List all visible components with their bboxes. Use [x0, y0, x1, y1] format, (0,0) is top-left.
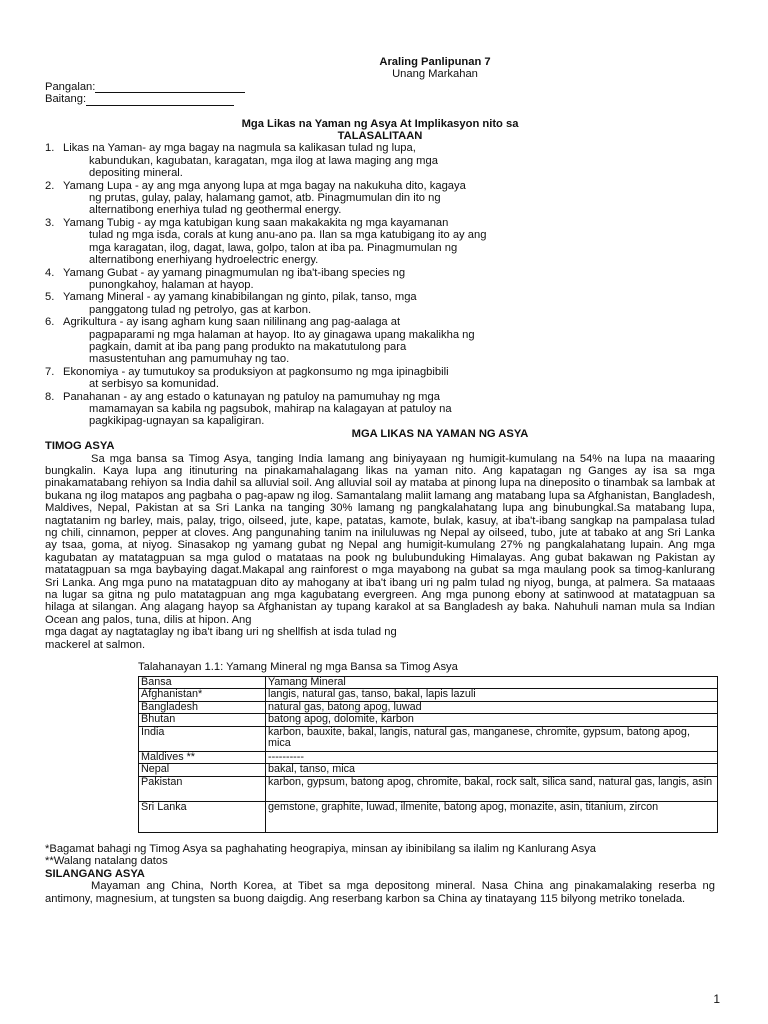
- table-row: [139, 726, 718, 751]
- item-definition: Agrikultura - ay isang agham kung saan nililinang ang pag-aalaga at: [63, 316, 401, 329]
- table-row: [139, 777, 718, 802]
- minerals-cell: gemstone, graphite, luwad, ilmenite, batong apog, monazite, asin, titanium, zircon: [266, 802, 718, 833]
- item-number: 5.: [45, 291, 55, 304]
- vocabulary-list: [45, 142, 715, 427]
- item-number: 7.: [45, 365, 55, 378]
- vocabulary-item: [45, 316, 715, 366]
- item-definition-continued: ng prutas, gulay, palay, halamang gamot, atb. Pinagmumulan din ito ng: [89, 192, 441, 205]
- item-number: 2.: [45, 179, 55, 192]
- page-number: 1: [713, 992, 720, 1006]
- table-row: [139, 701, 718, 714]
- country-cell: India: [139, 726, 266, 751]
- grade-blank-line[interactable]: [86, 94, 234, 106]
- item-definition-continued: alternatibong enerhiya tulad ng geothermal energy.: [89, 204, 342, 217]
- country-cell: Maldives **: [139, 751, 266, 764]
- document-subtitle: Unang Markahan: [392, 68, 478, 81]
- minerals-cell: bakal, tanso, mica: [266, 764, 718, 777]
- item-definition-continued: kabundukan, kagubatan, karagatan, mga ilog at lawa maging ang mga: [89, 154, 438, 167]
- item-definition: Yamang Tubig - ay mga katubigan kung saan makakakita ng mga kayamanan: [63, 216, 449, 229]
- document-title: Araling Panlipunan 7: [379, 56, 491, 68]
- table-row: [139, 714, 718, 727]
- item-number: 4.: [45, 266, 55, 279]
- country-cell: Sri Lanka: [139, 802, 266, 833]
- item-definition-continued: depositing mineral.: [89, 167, 183, 180]
- header-country: Bansa: [139, 676, 266, 689]
- item-definition: Ekonomiya - ay tumutukoy sa produksiyon at pagkonsumo ng mga ipinagbibili: [63, 365, 449, 378]
- minerals-table: [138, 676, 718, 834]
- item-definition-continued: mamamayan sa kabila ng pagsubok, mahirap na kalagayan at patuloy na: [89, 402, 452, 415]
- item-number: 8.: [45, 390, 55, 403]
- minerals-cell: langis, natural gas, tanso, bakal, lapis lazuli: [266, 689, 718, 702]
- vocabulary-item: [45, 291, 715, 316]
- table-row: [139, 689, 718, 702]
- item-definition-continued: panggatong tulad ng petrolyo, gas at karbon.: [89, 303, 312, 316]
- name-label: Pangalan:: [45, 80, 96, 93]
- country-cell: Afghanistan*: [139, 689, 266, 702]
- footnote-2: **Walang natalang datos: [45, 855, 168, 868]
- item-definition-continued: pagpaparami ng mga halaman at hayop. Ito ay ginagawa upang makalikha ng: [89, 328, 475, 341]
- item-definition: Yamang Mineral - ay yamang kinabibilangan ng ginto, pilak, tanso, mga: [63, 291, 417, 304]
- resources-heading: MGA LIKAS NA YAMAN NG ASYA: [351, 427, 529, 440]
- table-header-row: [139, 676, 718, 689]
- item-definition-continued: pagkain, damit at iba pang pang produkto na makatutulong para: [89, 340, 407, 353]
- minerals-table-block: [138, 661, 718, 833]
- item-definition: Panahanan - ay ang estado o katunayan ng patuloy na pamumuhay ng mga: [63, 390, 440, 403]
- timog-asya-paragraph-end: mga dagat ay nagtataglay ng iba't ibang uri ng shellfish at isda tulad ng mackerel at salmon.: [45, 626, 397, 651]
- timog-asya-paragraph: Sa mga bansa sa Timog Asya, tanging India lamang ang biniyayaan ng humigit-kumulang na 54% na lupa na maaaring bungkalin. Kaya lupa ang itinuturing na pinakamahalagang likas na yaman nito. Ang kapatagan ng Ganges ay isa sa mga pinakamatabang rehiyon sa India dahil sa alluvial soil. Ang alluvial soil ay mataba at pinong lupa na dineposito o tinambak sa lambak at bukana ng ilog matapos ang pagbaha o pag-apaw ng ilog. Samantalang maliit lamang ang matabang lupa sa Afghanistan, Bangladesh, Maldives, Nepal, Pakistan at sa Sri Lanka na tanging 30% lamang ng pangkalahatang lupa ang binubungkal.Sa matabang lupa, nagtatanim ng barley, mais, palay, trigo, oilseed, jute, kape, patatas, kamote, bulak, kasuy, at iba't-ibang sangkap na pampalasa tulad ng chili, cinnamon, pepper at cloves. Ang pangunahing tanim na iniluluwas ng Nepal ay oilseed, tubo, jute at tabako at ang Sri Lanka ay tsaa, goma, at niyog. Sinasakop ng yamang gubat ng Nepal ang humigit-kumulang 27% ng pangkalahatang lupain. Ang mga kagubatan ay matatagpuan sa mga gulod o matataas na pook ng bulubunduking Himalayas. Ang gubat bakawan ng Pakistan ay matatagpuan sa mga baybaying dagat.Makapal ang rainforest o mga mayabong na gubat sa mga maulang pook sa timog-kanlurang Sri Lanka. Ang mga puno na matatagpuan dito ay mahogany at iba't ibang uri ng palm tulad ng niyog, bunga, at palmera. Sa mataaas na lugar sa gitna ng pulo matatagpuan ang mga kagubatang evergreen. Ang mga punong ebony at satinwood at matatagpuan sa hilaga at silangan. Ang alagang hayop sa Afghanistan ay tupang karakol at sa Bangladesh ay baka. Nahuhuli naman mula sa Indian Ocean ang palos, tuna, dilis at hipon. Ang: [45, 452, 715, 626]
- item-definition-continued: at serbisyo sa komunidad.: [89, 378, 219, 391]
- item-number: 6.: [45, 316, 55, 329]
- lesson-title: Mga Likas na Yaman ng Asya At Implikasyon nito sa: [241, 117, 519, 130]
- footnotes: [45, 843, 715, 868]
- vocabulary-item: [45, 391, 715, 428]
- name-blank-line[interactable]: [95, 81, 245, 93]
- silangang-asya-paragraph: Mayaman ang China, North Korea, at Tibet sa mga depositong mineral. Nasa China ang pinakamalaking reserba ng antimony, magnesium, at tungsten sa buong daigdig. Ang reserbang karbon sa China ay tinatayang 115 bilyong metriko tonelada.: [45, 880, 715, 905]
- item-definition-continued: alternatibong enerhiyang hydroelectric energy.: [89, 254, 319, 267]
- vocabulary-item: [45, 366, 715, 391]
- item-number: 3.: [45, 216, 55, 229]
- vocabulary-item: [45, 180, 715, 217]
- vocabulary-heading: TALASALITAAN: [337, 130, 423, 143]
- timog-asya-heading: TIMOG ASYA: [45, 440, 115, 453]
- table-row: [139, 764, 718, 777]
- grade-label: Baitang:: [45, 93, 87, 106]
- document-page: [45, 56, 715, 905]
- table-row: [139, 802, 718, 833]
- item-definition-continued: mga karagatan, ilog, dagat, lawa, golpo, talon at iba pa. Pinagmumulan ng: [89, 241, 458, 254]
- minerals-cell: natural gas, batong apog, luwad: [266, 701, 718, 714]
- item-definition-continued: masustentuhan ang pamumuhay ng tao.: [89, 353, 290, 366]
- item-number: 1.: [45, 142, 55, 155]
- country-cell: Bhutan: [139, 714, 266, 727]
- silangang-asya-heading: SILANGANG ASYA: [45, 867, 145, 880]
- footnote-1: *Bagamat bahagi ng Timog Asya sa paghahating heograpiya, minsan ay ibinibilang sa ilalim ng Kanlurang Asya: [45, 843, 597, 856]
- country-cell: Bangladesh: [139, 701, 266, 714]
- table-caption: Talahanayan 1.1: Yamang Mineral ng mga Bansa sa Timog Asya: [138, 661, 458, 674]
- minerals-cell: karbon, bauxite, bakal, langis, natural gas, manganese, chromite, gypsum, batong apog, mica: [266, 726, 718, 751]
- minerals-cell: batong apog, dolomite, karbon: [266, 714, 718, 727]
- minerals-cell: ----------: [266, 751, 718, 764]
- item-definition-continued: tulad ng mga isda, corals at kung anu-ano pa. Ilan sa mga katubigang ito ay ang: [89, 229, 487, 242]
- table-row: [139, 751, 718, 764]
- name-field[interactable]: [45, 81, 715, 93]
- grade-field[interactable]: [45, 93, 715, 105]
- country-cell: Pakistan: [139, 777, 266, 802]
- item-definition: Yamang Gubat - ay yamang pinagmumulan ng iba't-ibang species ng: [63, 266, 406, 279]
- item-definition-continued: punongkahoy, halaman at hayop.: [89, 278, 254, 291]
- vocabulary-item: [45, 142, 715, 179]
- item-definition: Likas na Yaman- ay mga bagay na nagmula sa kalikasan tulad ng lupa,: [63, 142, 416, 155]
- vocabulary-item: [45, 267, 715, 292]
- item-definition-continued: pagkikipag-ugnayan sa kapaligiran.: [89, 415, 265, 428]
- item-definition: Yamang Lupa - ay ang mga anyong lupa at mga bagay na nakukuha dito, kagaya: [63, 179, 466, 192]
- header-minerals: Yamang Mineral: [266, 676, 718, 689]
- vocabulary-item: [45, 217, 715, 267]
- country-cell: Nepal: [139, 764, 266, 777]
- minerals-cell: karbon, gypsum, batong apog, chromite, bakal, rock salt, silica sand, natural gas, langis, asin: [266, 777, 718, 802]
